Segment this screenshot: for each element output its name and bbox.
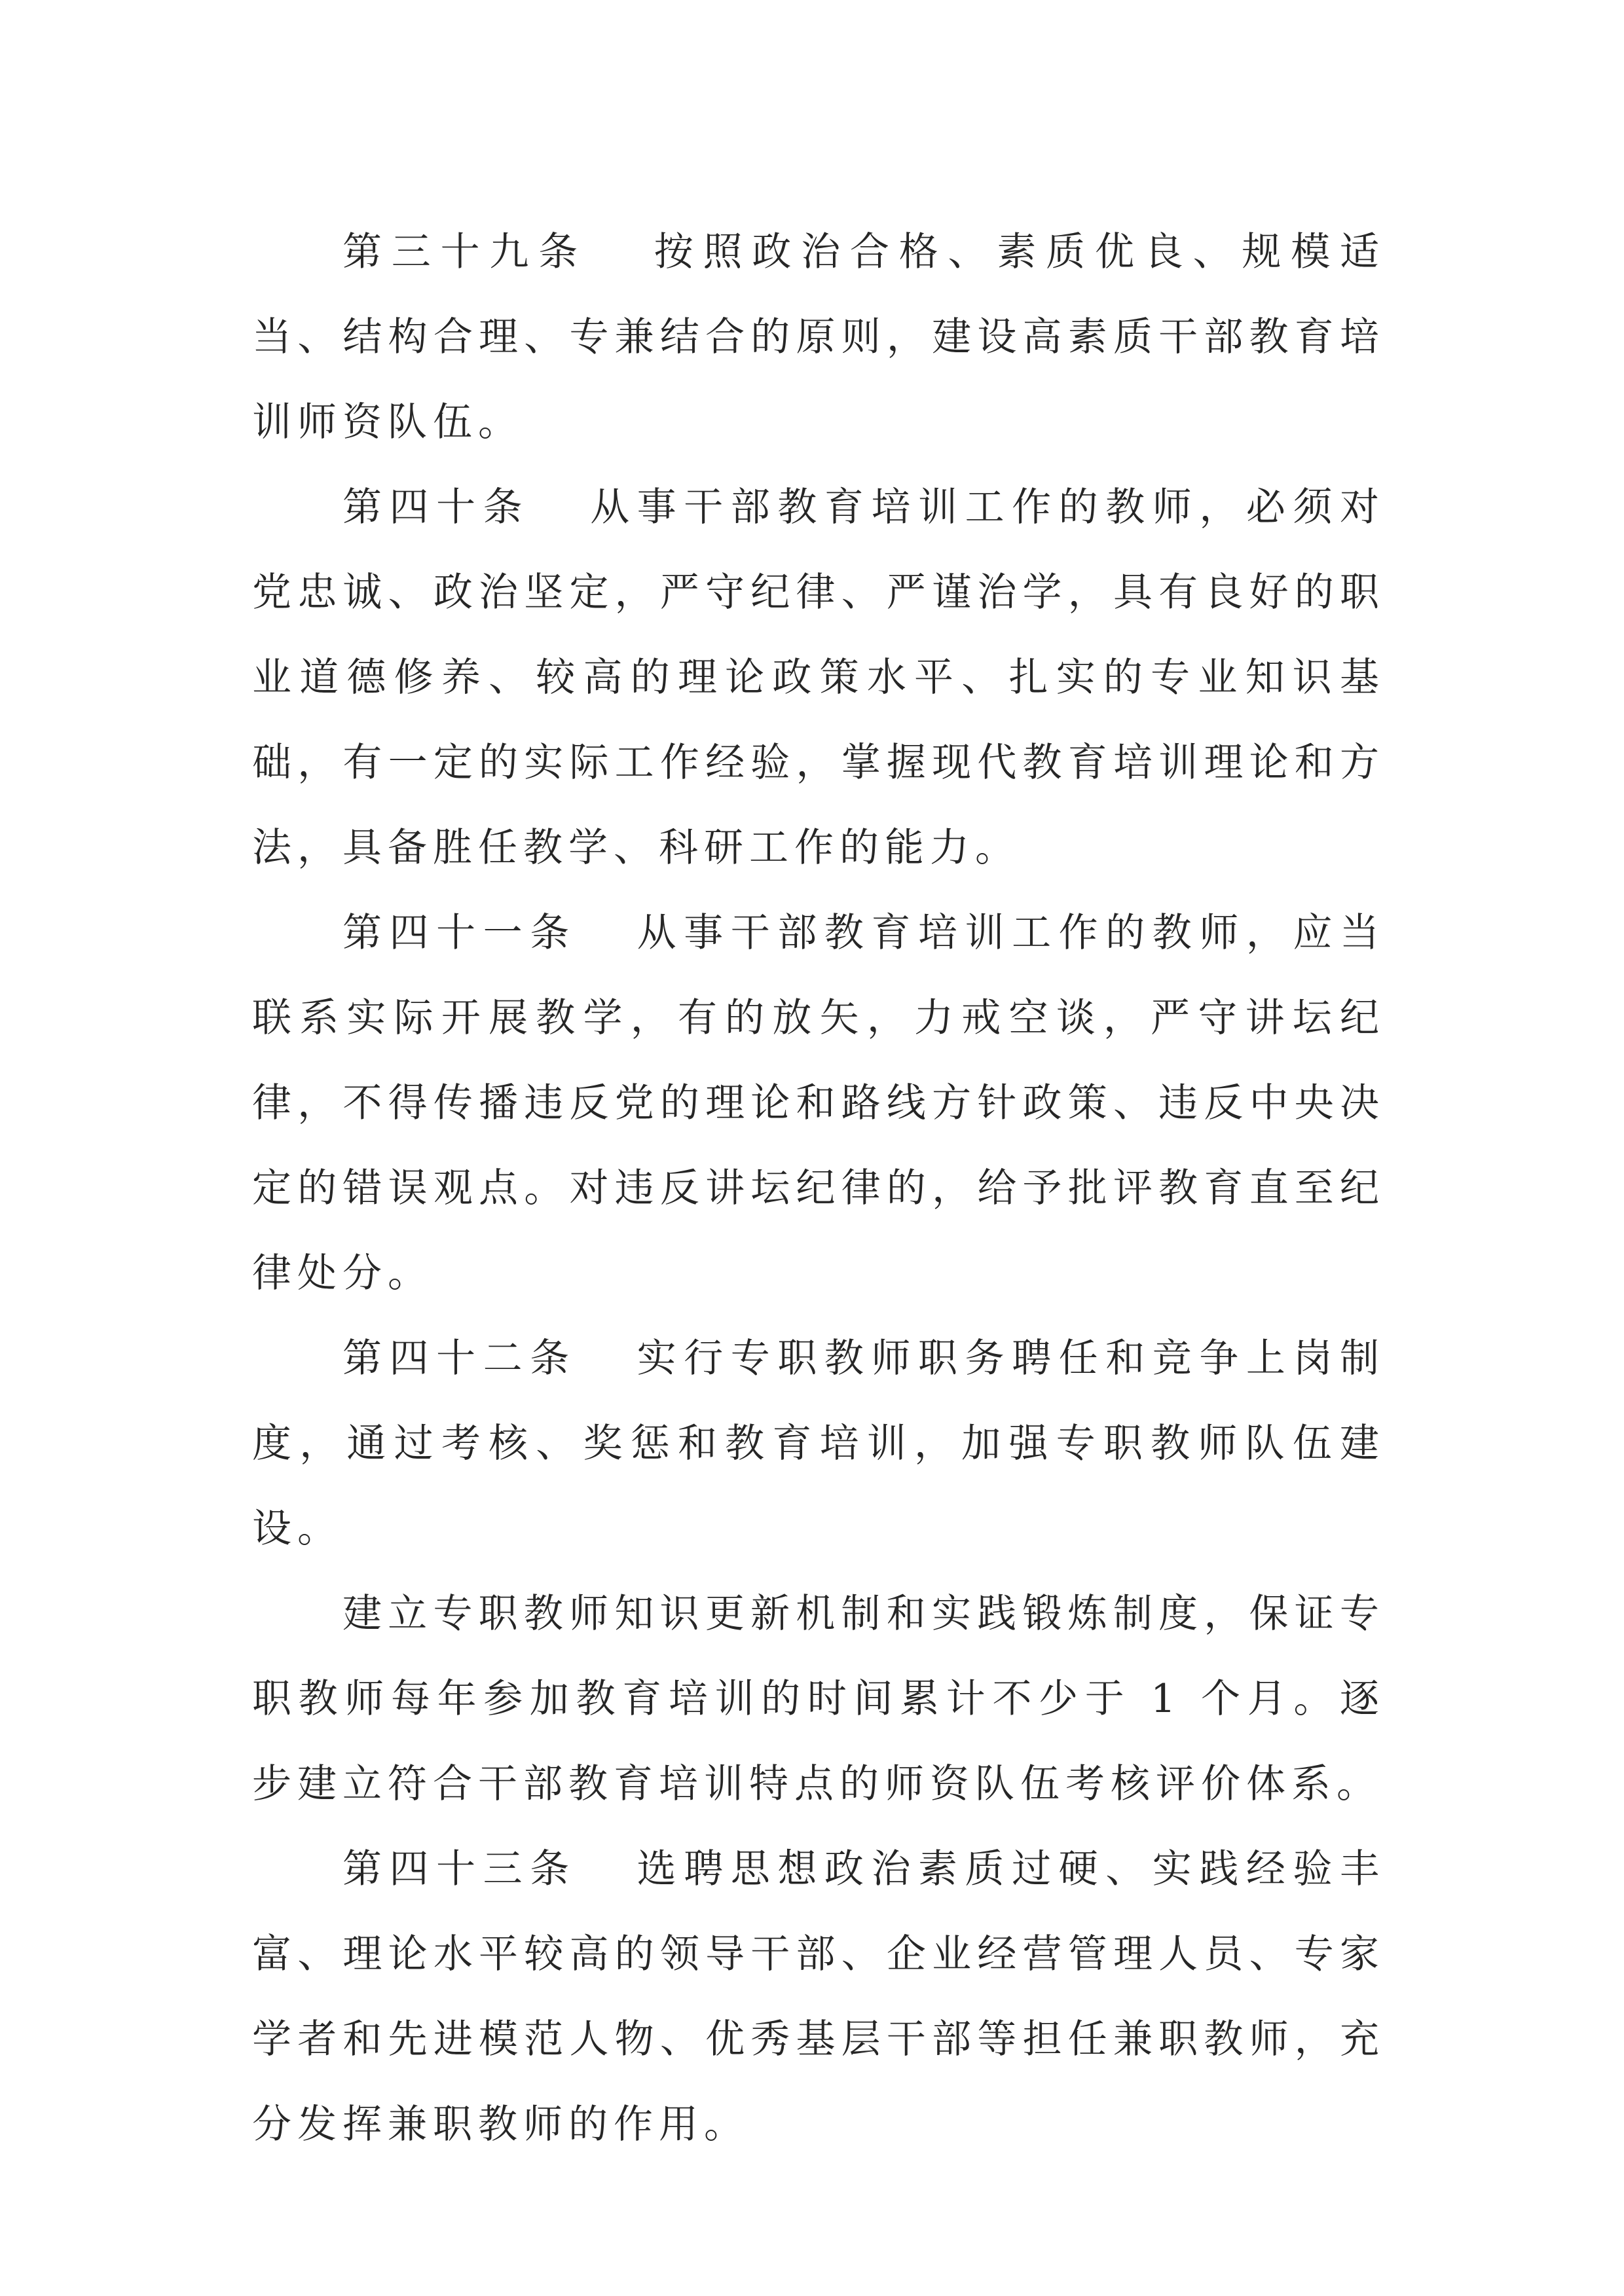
paragraph-article-41 bbox=[252, 890, 1385, 1316]
paragraph-text: 实行专职教师职务聘任和竞争上岗制度，通过考核、奖惩和教育培训，加强专职教师队伍建设。 bbox=[252, 1336, 1386, 1552]
paragraph-text: 从事干部教育培训工作的教师，应当联系实际开展教学，有的放矢，力戒空谈，严守讲坛纪律，不得传播违反党的理论和路线方针政策、违反中央决定的错误观点。对违反讲坛纪律的，给予批评教育直至纪律处分。 bbox=[252, 910, 1386, 1296]
article-number: 第四十一条 bbox=[342, 910, 577, 956]
paragraph-text: 选聘思想政治素质过硬、实践经验丰富、理论水平较高的领导干部、企业经营管理人员、专家学者和先进模范人物、优秀基层干部等担任兼职教师，充分发挥兼职教师的作用。 bbox=[252, 1846, 1386, 2147]
paragraph-article-40 bbox=[252, 465, 1385, 890]
paragraph-article-43 bbox=[252, 1827, 1385, 2167]
paragraph-article-42-continued bbox=[252, 1571, 1385, 1827]
paragraph-article-42 bbox=[252, 1316, 1385, 1571]
article-number: 第四十条 bbox=[342, 484, 530, 530]
article-number: 第四十二条 bbox=[342, 1336, 577, 1381]
paragraph-text: 按照政治合格、素质优良、规模适当、结构合理、专兼结合的原则，建设高素质干部教育培训师资队伍。 bbox=[252, 229, 1386, 445]
article-number: 第三十九条 bbox=[342, 229, 588, 275]
article-number: 第四十三条 bbox=[342, 1846, 577, 1892]
paragraph-text: 建立专职教师知识更新机制和实践锻炼制度，保证专职教师每年参加教育培训的时间累计不少于 1 个月。逐步建立符合干部教育培训特点的师资队伍考核评价体系。 bbox=[252, 1591, 1385, 1807]
paragraph-text: 从事干部教育培训工作的教师，必须对党忠诚、政治坚定，严守纪律、严谨治学，具有良好的职业道德修养、较高的理论政策水平、扎实的专业知识基础，有一定的实际工作经验，掌握现代教育培训理论和方法，具备胜任教学、科研工作的能力。 bbox=[252, 484, 1386, 871]
document-body bbox=[252, 210, 1385, 2167]
paragraph-article-39 bbox=[252, 210, 1385, 465]
